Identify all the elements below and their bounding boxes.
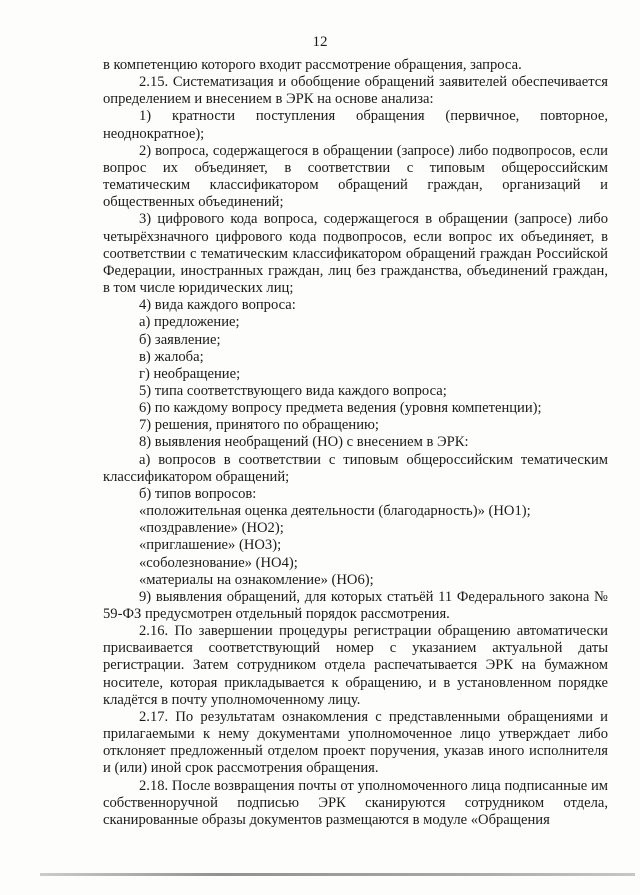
paragraph: а) вопросов в соответствии с типовым общероссийским тематическим классификатором обращений;: [103, 451, 608, 485]
paragraph: 2.17. По результатам ознакомления с представленными обращениями и прилагаемыми к нему документами уполномоченное лицо утверждает либо отклоняет предложенный отделом проект поручения, указав иного исполнителя и (или) иной срок рассмотрения обращения.: [103, 708, 608, 777]
document-body: [103, 57, 608, 829]
paragraph: «приглашение» (НО3);: [139, 537, 282, 554]
paragraph: 4) вида каждого вопроса:: [139, 297, 296, 314]
paragraph: 3) цифрового кода вопроса, содержащегося в обращении (запросе) либо четырёхзначного цифрового кода подвопросов, если вопрос их объединяет, в соответствии с тематическим классификатором обращений граждан Российской Федерации, иностранных граждан, лиц без гражданства, объединений граждан, в том числе юридических лиц;: [103, 211, 608, 297]
paragraph: 8) выявления необращений (НО) с внесением в ЭРК:: [139, 434, 469, 451]
scan-edge-line: [40, 873, 635, 876]
paragraph: 7) решения, принятого по обращению;: [139, 417, 379, 434]
paragraph: «соболезнование» (НО4);: [139, 554, 298, 571]
paragraph: б) типов вопросов:: [139, 485, 257, 502]
paragraph: г) необращение;: [139, 365, 241, 382]
paragraph: 2.15. Систематизация и обобщение обращений заявителей обеспечивается определением и внесением в ЭРК на основе анализа:: [103, 74, 608, 108]
paragraph: 2) вопроса, содержащегося в обращении (запросе) либо подвопросов, если вопрос их объединяет, в соответствии с типовым общероссийским тематическим классификатором обращений граждан, организаций и общественных объединений;: [103, 142, 608, 211]
paragraph: 2.16. По завершении процедуры регистрации обращению автоматически присваивается соответствующий номер с указанием актуальной даты регистрации. Затем сотрудником отдела распечатывается ЭРК на бумажном носителе, которая прикладывается к обращению, и в установленном порядке кладётся в почту уполномоченному лицу.: [103, 623, 608, 708]
paragraph: 5) типа соответствующего вида каждого вопроса;: [139, 382, 447, 399]
paragraph: а) предложение;: [139, 314, 240, 331]
paragraph: «материалы на ознакомление» (НО6);: [139, 571, 374, 588]
paragraph: 1) кратности поступления обращения (первичное, повторное, неоднократное);: [103, 108, 608, 142]
paragraph: 2.18. После возвращения почты от уполномоченного лица подписанные им собственноручной подписью ЭРК сканируются сотрудником отдела, сканированные образы документов размещаются в модуле «Обращения: [103, 777, 608, 828]
paragraph: «положительная оценка деятельности (благодарность)» (НО1);: [139, 503, 531, 520]
paragraph: в компетенцию которого входит рассмотрение обращения, запроса.: [103, 57, 522, 73]
paragraph: «поздравление» (НО2);: [139, 520, 284, 537]
paragraph: 6) по каждому вопросу предмета ведения (уровня компетенции);: [139, 400, 542, 417]
paragraph: 9) выявления обращений, для которых статьёй 11 Федерального закона № 59-ФЗ предусмотрен отдельный порядок рассмотрения.: [103, 588, 608, 622]
page-number: 12: [312, 34, 328, 50]
paragraph: в) жалоба;: [139, 348, 204, 365]
paragraph: б) заявление;: [139, 331, 221, 348]
